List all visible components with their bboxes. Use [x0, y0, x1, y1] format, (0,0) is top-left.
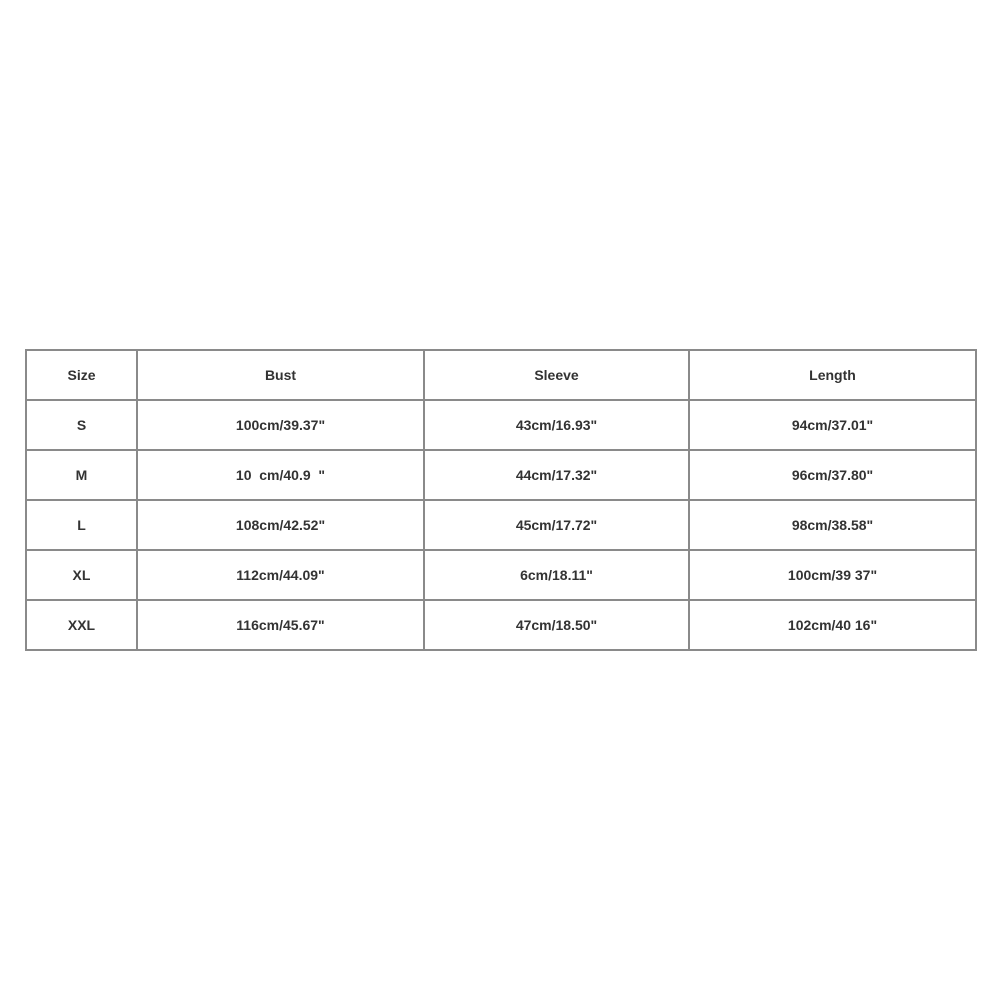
size-cell: XL: [26, 550, 137, 600]
size-cell: L: [26, 500, 137, 550]
sleeve-cell: 6cm/18.11": [424, 550, 689, 600]
bust-cell: 100cm/39.37": [137, 400, 424, 450]
sleeve-cell: 47cm/18.50": [424, 600, 689, 650]
length-cell: 100cm/39 37": [689, 550, 976, 600]
table-row: [26, 400, 976, 450]
length-cell: 94cm/37.01": [689, 400, 976, 450]
size-chart-table: [25, 349, 977, 651]
bust-cell: 116cm/45.67": [137, 600, 424, 650]
length-cell: 102cm/40 16": [689, 600, 976, 650]
header-length: Length: [689, 350, 976, 400]
size-cell: S: [26, 400, 137, 450]
table-row: [26, 600, 976, 650]
header-size: Size: [26, 350, 137, 400]
table-row: [26, 550, 976, 600]
table-row: [26, 450, 976, 500]
sleeve-cell: 44cm/17.32": [424, 450, 689, 500]
length-cell: 96cm/37.80": [689, 450, 976, 500]
bust-cell: 112cm/44.09": [137, 550, 424, 600]
size-cell: M: [26, 450, 137, 500]
length-cell: 98cm/38.58": [689, 500, 976, 550]
sleeve-cell: 43cm/16.93": [424, 400, 689, 450]
header-bust: Bust: [137, 350, 424, 400]
bust-cell: 10 cm/40.9 ": [137, 450, 424, 500]
table-row: [26, 500, 976, 550]
header-row: [26, 350, 976, 400]
bust-cell: 108cm/42.52": [137, 500, 424, 550]
sleeve-cell: 45cm/17.72": [424, 500, 689, 550]
size-cell: XXL: [26, 600, 137, 650]
header-sleeve: Sleeve: [424, 350, 689, 400]
